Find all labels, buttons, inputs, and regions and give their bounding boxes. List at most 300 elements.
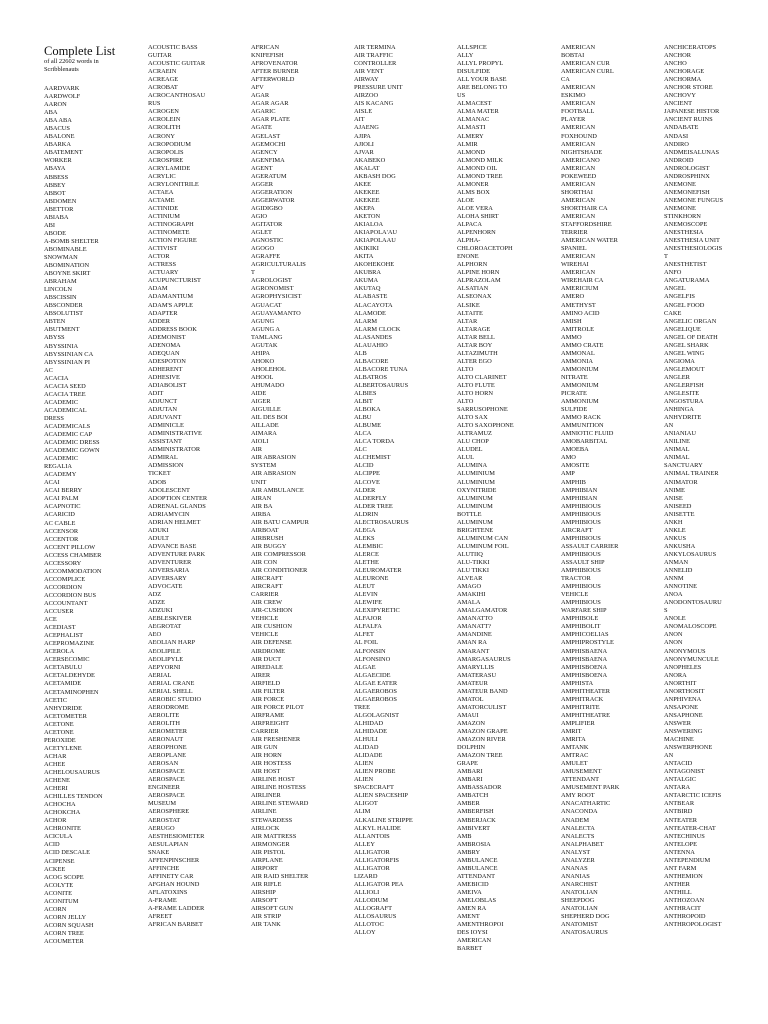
word-entry: PEROXIDE [44, 736, 76, 744]
word-entry: AMATERASU [457, 671, 497, 679]
word-entry: AGENT [251, 164, 273, 172]
word-entry: AIMARA [251, 430, 277, 438]
word-entry: ADOPTION CENTER [148, 494, 208, 502]
word-entry: ABACUS [44, 125, 70, 133]
word-entry: ALVEAR [457, 575, 483, 583]
word-entry: ANALPHABET [561, 840, 604, 848]
word-entry: AEGROTAT [148, 623, 182, 631]
word-entry: ANALECTS [561, 832, 595, 840]
word-entry: AFV [251, 84, 264, 92]
word-entry: ADVERSARY [148, 575, 187, 583]
word-entry: ACCORDION [44, 583, 82, 591]
word-entry: ANIMAL TRAINER [664, 470, 719, 478]
word-entry: AMANDINE [457, 631, 492, 639]
word-entry: ACTINIUM [148, 212, 180, 220]
word-entry: ACKEE [44, 865, 66, 873]
word-entry: AKUBRA [354, 269, 381, 277]
word-entry: ALEXIPYRETIC [354, 607, 400, 615]
word-entry: ANTBIRD [664, 808, 693, 816]
word-entry: AEROSPACE [148, 792, 185, 800]
word-entry: ADVENTURER [148, 559, 192, 566]
word-entry: ACETAMIDE [44, 680, 82, 688]
word-entry: A-FRAME [148, 896, 177, 904]
word-entry: ANGIOMA [664, 357, 695, 365]
word-entry: NITRATE [561, 373, 588, 381]
word-entry: ALOE [457, 196, 475, 204]
word-entry: ALPHORN [457, 261, 488, 269]
word-entry: ACTUARY [148, 269, 179, 277]
word-entry: ALKALINE STRIPPE [354, 816, 413, 824]
word-entry: AERIAL [148, 671, 172, 679]
word-entry: ALHIDAD [354, 719, 384, 727]
word-entry: AMAGO [457, 583, 482, 591]
word-entry: ADZ [148, 591, 162, 599]
word-entry: ALLOTOC [354, 921, 384, 929]
word-entry: AIR DEFENSE [251, 639, 292, 647]
word-entry: ADAM'S APPLE [148, 301, 194, 309]
word-entry: ANGOSTURA [664, 398, 704, 406]
word-entry: ADJUNCT [148, 398, 178, 406]
word-entry: ACADEMIC [44, 455, 79, 463]
word-entry: JAPANESE HISTOR [664, 108, 720, 116]
word-entry: ANDMEISALUNAS [664, 148, 720, 156]
word-entry: AHOLEHOL [251, 365, 286, 373]
word-entry: AGUTAK [251, 341, 278, 349]
word-entry: AGNOSTIC [251, 237, 284, 245]
word-entry: AGRICULTURALIS [251, 261, 306, 269]
word-entry: ALEVIN [354, 591, 378, 599]
word-entry: AGELAST [251, 132, 281, 140]
word-entry: ABIABA [44, 213, 69, 221]
word-entry: AIR FORCE [251, 695, 285, 703]
word-entry: AIR VENT [354, 68, 384, 76]
word-entry: ALIDADE [354, 752, 383, 760]
word-entry: AEOLIPYLE [148, 655, 184, 663]
word-entry: ADIABOLIST [148, 381, 187, 389]
word-entry: AMBERJACK [457, 816, 496, 824]
word-entry: ACCOMMODATION [44, 567, 102, 575]
word-entry: A-BOMB SHELTER [44, 237, 99, 245]
word-entry: AIR HORN [251, 752, 282, 760]
word-entry: AMULET [561, 760, 588, 768]
column-6 [561, 44, 661, 937]
word-entry: ACROCANTHOSAU [148, 92, 206, 100]
word-entry: AEO [148, 631, 162, 639]
word-entry: AMEN RA [457, 905, 487, 913]
word-entry: ANEMONEFISH [664, 188, 710, 196]
word-entry: ALEURONE [354, 575, 389, 583]
word-entry: ACHEE [44, 760, 66, 768]
word-entry: ANIMAL [664, 446, 690, 454]
word-entry: ACETALDEHYDE [44, 672, 95, 680]
word-entry: AMPLIFIER [561, 719, 595, 727]
word-list [561, 44, 661, 937]
word-entry: AMAN RA [457, 639, 488, 647]
word-entry: ADMINICLE [148, 422, 184, 430]
word-entry: ANTAGONIST [664, 768, 705, 776]
word-entry: ALARM CLOCK [354, 325, 401, 333]
word-entry: ABRAHAM [44, 278, 77, 286]
word-entry: ALLOSAURUS [354, 913, 397, 921]
word-entry: ADRIAMYCIN [148, 510, 190, 518]
word-entry: ALLIGATOR PEA [354, 880, 404, 888]
word-entry: FOOTBALL [561, 108, 595, 116]
word-entry: AMMONIUM [561, 398, 599, 406]
word-entry: ANSWERING [664, 727, 703, 735]
word-entry: ALU-TIKKI [457, 559, 490, 566]
word-entry: ALEUT [354, 583, 375, 591]
word-entry: ANTEATER-CHAT [664, 824, 716, 832]
column-3 [251, 44, 351, 929]
word-entry: ALUMINUM [457, 494, 493, 502]
word-entry: ANGEL OF DEATH [664, 333, 718, 341]
word-entry: ALBERTOSAURUS [354, 381, 409, 389]
word-entry: AMANATTO [457, 615, 493, 623]
word-entry: AIGER [251, 398, 271, 406]
word-entry: ANODONTOSAURU [664, 599, 722, 607]
word-entry: AIR DUCT [251, 655, 281, 663]
word-entry: AKITA [354, 253, 374, 261]
word-entry: ANISETTE [664, 510, 695, 518]
word-entry: AKBASH DOG [354, 172, 396, 180]
word-entry: MACHINE [664, 736, 694, 744]
word-entry: ANON [664, 639, 683, 647]
word-entry: ALBATROS [354, 373, 388, 381]
word-entry: TICKET [148, 470, 171, 478]
word-entry: AMERICAN CURL [561, 68, 614, 76]
word-entry: AEOLIPILE [148, 647, 181, 655]
word-entry: AGUNG [251, 317, 275, 325]
word-entry: ALGAECIDE [354, 671, 391, 679]
word-entry: AIRBOAT [251, 526, 279, 534]
word-entry: AGUACAT [251, 301, 282, 309]
word-entry: ABA [44, 109, 58, 117]
word-entry: AMMO [561, 333, 582, 341]
word-entry: ALFAJOR [354, 615, 382, 623]
word-entry: ABDOMEN [44, 197, 77, 205]
word-entry: GUITAR [148, 52, 172, 60]
word-entry: AIRFREIGHT [251, 719, 289, 727]
word-entry: ANONYMUNCULE [664, 655, 719, 663]
word-entry: ADZUKI [148, 607, 173, 615]
word-entry: ANILINE [664, 438, 690, 446]
word-entry: TRACTOR [561, 575, 591, 583]
word-entry: PLAYER [561, 116, 586, 124]
word-entry: ANGELIQUE [664, 325, 701, 333]
word-entry: ANESTHESIOLOGIS [664, 245, 723, 253]
word-entry: AMERICAN [561, 44, 596, 51]
word-entry: AMPHITHEATRE [561, 711, 610, 719]
word-entry: ALOE VERA [457, 204, 493, 212]
word-entry: ESKIMO [561, 92, 586, 100]
page-title: Complete List [44, 44, 116, 58]
word-entry: AIR RAID SHELTER [251, 872, 309, 880]
word-entry: AEBLESKIVER [148, 615, 192, 623]
word-entry: AIR TERMINA [354, 44, 396, 51]
word-entry: AMARYLLIS [457, 663, 494, 671]
word-entry: ALTRAMUZ [457, 430, 492, 438]
word-entry: AMNIOTIC FLUID [561, 430, 614, 438]
word-entry: ALPHA- [457, 237, 481, 245]
word-entry: ADHESIVE [148, 373, 180, 381]
word-entry: FOXHOUND [561, 132, 597, 140]
word-entry: ALB [354, 349, 367, 357]
word-entry: AMMONAL [561, 349, 595, 357]
word-entry: ALCOVE [354, 478, 380, 486]
word-entry: ANOMALOSCOPE [664, 623, 717, 631]
word-entry: ALLYL PROPYL [457, 60, 504, 68]
word-entry: ALASANDES [354, 333, 392, 341]
word-entry: ANTELOPE [664, 840, 698, 848]
word-entry: ANTHOZOAN [664, 896, 705, 904]
word-entry: SULFIDE [561, 406, 588, 414]
word-entry: ABBEY [44, 181, 66, 189]
word-entry: ANON [664, 631, 683, 639]
word-entry: AMBARI [457, 768, 483, 776]
word-entry: ANTHER [664, 880, 690, 888]
word-entry: ANGLEMOUT [664, 365, 705, 373]
word-entry: PICRATE [561, 390, 587, 398]
word-entry: ABA ABA [44, 117, 72, 125]
word-entry: ACCOMPLICE [44, 575, 86, 583]
word-entry: ACHOCHA [44, 801, 76, 809]
word-entry: ALARM [354, 317, 378, 325]
word-entry: ACACIA SEED [44, 382, 86, 390]
word-entry: AIR FILTER [251, 687, 285, 695]
word-entry: ADOLESCENT [148, 486, 190, 494]
word-entry: ANEMONE FUNGUS [664, 196, 724, 204]
word-entry: DOLPHIN [457, 744, 486, 752]
column-7 [664, 44, 764, 929]
word-entry: SHORTHAI [561, 188, 593, 196]
word-entry: ANCHICERATOPS [664, 44, 717, 51]
word-entry: ADDRESS BOOK [148, 325, 197, 333]
word-entry: ANGATURAMA [664, 277, 710, 285]
word-entry: AIRLINE HOSTESS [251, 784, 306, 792]
word-entry: ALETHE [354, 559, 379, 566]
word-entry: VEHICLE [251, 615, 279, 623]
word-entry: AMATOL [457, 695, 484, 703]
word-entry: AILLADE [251, 422, 279, 430]
word-entry: ADDER [148, 317, 171, 325]
word-entry: ACTOR [148, 253, 170, 261]
word-entry: ALLIOLI [354, 888, 380, 896]
word-entry: ACRYLAMIDE [148, 164, 191, 172]
word-entry: ANGEL SHARK [664, 341, 709, 349]
word-entry: ANGLERFISH [664, 381, 704, 389]
word-entry: AMMONIA [561, 357, 593, 365]
word-entry: ACHERI [44, 785, 68, 793]
word-entry: SHEPHERD DOG [561, 913, 610, 921]
word-entry: A-FRAME LADDER [148, 905, 205, 913]
word-entry: AIR COMPRESSOR [251, 550, 306, 558]
word-entry: STAFFORDSHIRE [561, 221, 612, 229]
word-entry: ACUPUNCTURIST [148, 277, 201, 285]
word-entry: ADEMONIST [148, 333, 186, 341]
word-entry: STEWARDESS [251, 816, 293, 824]
word-entry: ACID [44, 841, 60, 849]
word-entry: ALL YOUR BASE [457, 76, 507, 84]
word-entry: AGEMOCHI [251, 140, 286, 148]
word-entry: ACHAR [44, 752, 67, 760]
word-entry: ANONYMOUS [664, 647, 706, 655]
word-entry: AMETHYST [561, 301, 596, 309]
word-entry: ALPACA [457, 221, 482, 229]
word-entry: ACTINOGRAPH [148, 221, 194, 229]
word-entry: AFTERWORLD [251, 76, 295, 84]
word-entry: AGAR AGAR [251, 100, 289, 108]
word-entry: AIRMONGER [251, 840, 290, 848]
word-entry: AIRAN [251, 494, 272, 502]
word-entry: AFFINCHE [148, 864, 180, 872]
word-entry: ALTAITE [457, 309, 483, 317]
word-entry: ANKYLOSAURUS [664, 550, 717, 558]
word-entry: AKEPA [354, 204, 375, 212]
word-entry: AIR TRAFFIC [354, 52, 393, 60]
word-entry: ABATEMENT [44, 149, 83, 157]
word-entry: ANADEM [561, 816, 590, 824]
word-entry: ABOMINABLE [44, 245, 87, 253]
word-entry: ANSWERPHONE [664, 744, 713, 752]
word-entry: ACTAEA [148, 188, 174, 196]
word-entry: AMRIT [561, 727, 582, 735]
word-entry: AMERICAN [561, 212, 596, 220]
word-entry: AIRBRUSH [251, 534, 284, 542]
word-entry: AMPHITRACK [561, 695, 604, 703]
word-entry: AGIDIGBO [251, 204, 283, 212]
word-entry: ALMANAC [457, 116, 490, 124]
word-entry: AIR CREW [251, 599, 283, 607]
word-list [148, 44, 248, 929]
word-entry: ADMIRAL [148, 454, 178, 462]
word-entry: AGRONOMIST [251, 285, 294, 293]
word-entry: ACEDIAST [44, 624, 76, 632]
word-entry: ALOHA SHIRT [457, 212, 499, 220]
word-entry: ACETABULU [44, 664, 83, 672]
word-entry: ANCHORAGE [664, 68, 705, 76]
word-entry: SNAKE [148, 848, 170, 856]
word-entry: AIRER [251, 671, 271, 679]
word-entry: ADRENAL GLANDS [148, 502, 206, 510]
word-entry: ALGAEROBOS [354, 695, 397, 703]
word-entry: AMP [561, 470, 575, 478]
word-entry: ACHENE [44, 777, 70, 785]
word-entry: AIR BATU CAMPUR [251, 518, 309, 526]
word-entry: ANIMAL [664, 454, 690, 462]
word-entry: AGARIC [251, 108, 276, 116]
word-entry: ABYSSINIAN CA [44, 350, 94, 358]
word-entry: ACIPENSE [44, 857, 75, 865]
word-entry: AIR BUGGY [251, 542, 287, 550]
word-entry: ABALONE [44, 133, 75, 141]
word-entry: ANKH [664, 518, 683, 526]
word-entry: ANALECTA [561, 824, 595, 832]
word-entry: ABARKA [44, 141, 71, 149]
word-entry: REGALIA [44, 463, 73, 471]
word-entry: AKETON [354, 212, 381, 220]
word-entry: ALIEN [354, 776, 374, 784]
word-entry: ALBU [354, 414, 372, 422]
word-entry: ASSISTANT [148, 438, 182, 446]
word-entry: ACCESS CHAMBER [44, 551, 102, 559]
word-list [251, 44, 351, 929]
word-entry: PRESSURE UNIT [354, 84, 403, 92]
word-entry: ACOUSTIC GUITAR [148, 60, 206, 68]
word-entry: ACETAMINOPHEN [44, 688, 99, 696]
word-entry: ACOUMETER [44, 937, 84, 945]
word-entry: ANEMONE [664, 204, 696, 212]
word-entry: KNIFEFISH [251, 52, 284, 60]
word-entry: ALTAR BELL [457, 333, 495, 341]
word-entry: ANACATHARTIC [561, 800, 611, 808]
word-entry: AMPHIBOLIT [561, 623, 601, 631]
word-entry: AGITATOR [251, 221, 283, 229]
word-entry: ANTHEMION [664, 872, 703, 880]
word-entry: ALDERFLY [354, 494, 387, 502]
word-entry: SPACECRAFT [354, 784, 394, 792]
word-entry: ACORN [44, 905, 67, 913]
word-entry: ANOA [664, 591, 683, 599]
word-entry: ALBIT [354, 398, 373, 406]
word-entry: ABAYA [44, 165, 66, 173]
word-entry: ABSCISSIN [44, 294, 77, 302]
word-entry: AIL DES BOI [251, 414, 288, 422]
column-1 [44, 44, 140, 946]
word-entry: AMITROLE [561, 325, 595, 333]
word-entry: ACORN TREE [44, 929, 84, 937]
word-entry: MUSEUM [148, 800, 177, 808]
word-entry: AISLE [354, 108, 373, 116]
word-entry: ANDROID [664, 156, 694, 164]
word-entry: ACE [44, 616, 57, 624]
word-entry: ACCOUNTANT [44, 600, 88, 607]
word-entry: ALUTIIQ [457, 550, 483, 558]
word-entry: ALIDAD [354, 744, 379, 752]
word-entry: ACEROLA [44, 648, 75, 656]
word-entry: AMAZON RIVER [457, 736, 506, 744]
word-entry: AERONAUT [148, 736, 184, 744]
word-entry: ANDASI [664, 132, 689, 140]
word-entry: ALFONSIN [354, 647, 386, 655]
word-entry: ALFALFA [354, 623, 382, 631]
word-entry: ALUMINUM [457, 502, 493, 510]
word-entry: ABUTMENT [44, 326, 80, 334]
word-entry: ACRONY [148, 132, 175, 140]
word-entry: ANDIRO [664, 140, 689, 148]
word-entry: AMMO RACK [561, 414, 601, 422]
word-entry: AMERICANO [561, 156, 600, 164]
word-entry: DES IOYSI [457, 929, 488, 937]
word-entry: AHOOL [251, 373, 274, 381]
word-entry: ENONE [457, 253, 479, 261]
word-entry: ADMINISTRATIVE [148, 430, 202, 438]
word-entry: AEROLITE [148, 711, 180, 719]
word-entry: AMPHISTA [561, 679, 594, 687]
word-entry: AIRSHIP [251, 888, 276, 896]
word-entry: AKEE [354, 180, 372, 188]
word-entry: DRESS [44, 414, 64, 422]
word-entry: ANESTHETIST [664, 261, 707, 269]
word-entry: AIRSOFT GUN [251, 905, 293, 913]
word-entry: AIR FORCE PILOT [251, 703, 304, 711]
word-entry: SNOWMAN [44, 253, 78, 261]
word-entry: ACORN SQUASH [44, 921, 94, 929]
word-entry: AMTANK [561, 744, 589, 752]
word-entry: ANTARCTIC ICEFIS [664, 792, 722, 800]
word-entry: ANTHRACIT [664, 905, 701, 913]
word-entry: AERUGO [148, 824, 175, 832]
word-entry: ALUMINA [457, 462, 488, 470]
